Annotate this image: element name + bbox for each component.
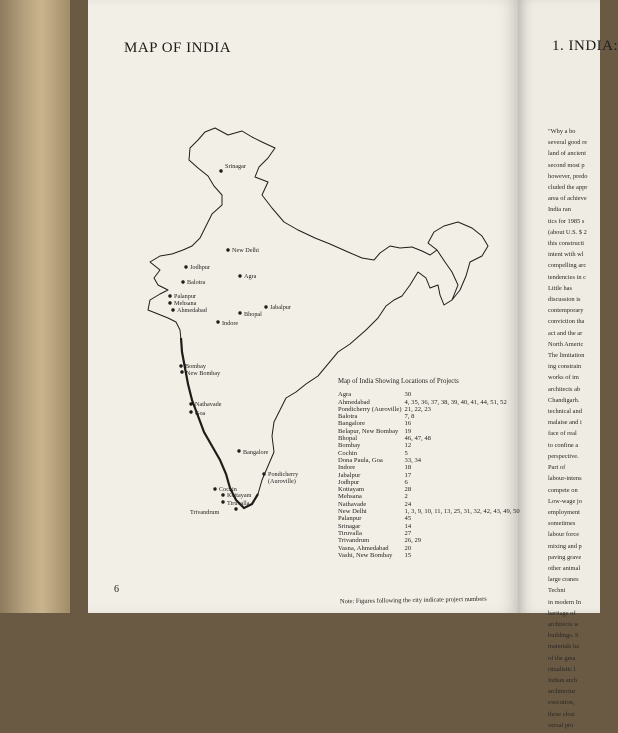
city-dot xyxy=(180,370,183,373)
city-marker xyxy=(221,492,251,499)
city-dot xyxy=(168,301,171,304)
project-place: Palanpur xyxy=(338,515,362,523)
city-dot xyxy=(184,265,187,268)
body-text-line: land of ancient xyxy=(548,150,586,158)
body-text-line: architectur xyxy=(548,688,576,696)
city-marker xyxy=(226,247,259,254)
body-text-line: compelling arc xyxy=(548,262,587,270)
project-place: Agra xyxy=(338,391,352,399)
city-dot xyxy=(221,493,224,496)
body-text-line: several good re xyxy=(548,139,588,147)
body-text-line: cluded the appr xyxy=(548,184,588,192)
city-marker xyxy=(238,273,256,280)
city-label: Bombay xyxy=(185,363,206,370)
city-dot xyxy=(226,248,229,251)
table-row xyxy=(338,523,528,530)
table-row xyxy=(338,537,528,544)
table-row xyxy=(338,413,528,420)
city-label: Bangalore xyxy=(243,449,269,456)
city-dot xyxy=(181,280,184,283)
project-place: Dona Paula, Goa xyxy=(338,456,383,464)
project-numbers: 17 xyxy=(404,471,412,479)
body-text-line: The limitation xyxy=(548,352,585,360)
city-label: Kottayam xyxy=(227,492,252,499)
project-numbers: 28 xyxy=(404,486,412,494)
city-label: Nathavade xyxy=(195,401,222,408)
body-text-line: North Americ xyxy=(548,340,584,348)
body-text-line: large cranes xyxy=(548,576,579,584)
body-text-line: these closi xyxy=(548,710,575,718)
city-dot xyxy=(219,169,222,172)
project-numbers: 4, 35, 36, 37, 38, 39, 40, 41, 44, 51, 52 xyxy=(404,398,507,406)
city-label: Agra xyxy=(244,273,257,280)
project-place: Jodhpur xyxy=(338,478,360,486)
city-marker xyxy=(216,320,238,327)
project-place: Balotra xyxy=(338,413,358,421)
city-marker xyxy=(219,163,246,173)
table-row xyxy=(338,545,528,552)
table-row xyxy=(338,442,528,449)
city-label: Bhopal xyxy=(244,311,262,318)
body-text-line: intent with wl xyxy=(548,251,584,259)
table-row xyxy=(338,508,528,515)
body-text-line: Little has xyxy=(548,284,572,292)
project-numbers: 5 xyxy=(404,449,408,457)
city-label: Trivandrum xyxy=(190,509,220,516)
project-place: Nathavade xyxy=(338,500,367,508)
project-numbers: 16 xyxy=(404,420,412,428)
body-text-line: sometimes xyxy=(548,520,576,528)
body-text-line: (about U.S. $ 2 xyxy=(548,228,587,236)
body-text-line: conviction tha xyxy=(548,318,585,326)
project-place: Cochin xyxy=(338,449,358,457)
table-row xyxy=(338,479,528,486)
body-text-line: heritage of xyxy=(548,609,576,617)
city-dot xyxy=(238,274,241,277)
body-text-line: ing constrain xyxy=(548,363,582,371)
body-text-line: India ran xyxy=(548,206,571,214)
body-text-line: compete on xyxy=(548,486,578,494)
city-marker xyxy=(190,507,238,516)
city-dot xyxy=(171,308,174,311)
body-text-line: labour force xyxy=(548,531,580,539)
project-numbers: 1, 3, 9, 10, 11, 13, 25, 31, 32, 42, 43, 49, 50 xyxy=(404,508,520,516)
table-row xyxy=(338,399,528,406)
project-place: Mehsana xyxy=(338,493,362,501)
project-numbers: 24 xyxy=(404,500,412,508)
city-marker-label-line2 xyxy=(268,478,296,485)
table-row xyxy=(338,464,528,471)
city-marker xyxy=(189,410,205,417)
project-numbers: 18 xyxy=(404,464,412,472)
body-text-line: discussion is xyxy=(548,296,581,304)
project-place: Srinagar xyxy=(338,522,361,530)
city-label: Ahmedabad xyxy=(177,307,207,314)
table-row xyxy=(338,428,528,435)
project-numbers: 27 xyxy=(404,529,412,537)
project-numbers: 14 xyxy=(404,522,412,530)
body-text-line: ritualistic l xyxy=(548,665,576,673)
project-place: Pondicherry (Auroville) xyxy=(338,405,402,413)
project-numbers: 12 xyxy=(404,442,412,450)
body-text-line: architects ab xyxy=(548,385,581,393)
project-locations-legend xyxy=(338,378,528,559)
body-text-line: technical and xyxy=(548,408,582,416)
body-text-line: works of im xyxy=(548,374,579,382)
project-place: Tiruvalla xyxy=(338,529,362,537)
body-text-line: Chandigarh. xyxy=(548,396,580,404)
city-label: New Bombay xyxy=(186,370,221,377)
project-place: Bangalore xyxy=(338,420,366,428)
project-place: Vashi, New Bombay xyxy=(338,551,393,559)
city-dot xyxy=(189,410,192,413)
body-text-line: mixing and p xyxy=(548,542,582,550)
city-marker xyxy=(181,279,205,286)
body-text-line: Part of xyxy=(548,464,566,472)
legend-title: Map of India Showing Locations of Projects xyxy=(338,378,459,385)
body-text-line: tendencies in c xyxy=(548,273,586,281)
project-place: Jabalpur xyxy=(338,471,361,479)
body-text-line: malaise and i xyxy=(548,419,582,427)
page-number: 6 xyxy=(114,584,119,595)
project-place: Indore xyxy=(338,464,356,472)
table-row xyxy=(338,435,528,442)
city-marker xyxy=(189,401,221,408)
city-label: Balotra xyxy=(187,279,206,286)
city-label: Pondicherry xyxy=(268,471,299,478)
body-text-line: to confine a xyxy=(548,441,579,449)
table-row xyxy=(338,515,528,522)
city-dot xyxy=(168,294,171,297)
table-row xyxy=(338,501,528,508)
project-place: Bombay xyxy=(338,442,361,450)
table-row xyxy=(338,406,528,413)
city-marker xyxy=(184,264,210,271)
project-numbers: 46, 47, 48 xyxy=(404,435,431,443)
city-dot xyxy=(234,507,237,510)
city-label: Tiruvalla xyxy=(227,500,250,507)
city-dot xyxy=(238,311,241,314)
city-label: New Delhi xyxy=(232,247,259,254)
project-numbers: 45 xyxy=(404,515,412,523)
city-label: Jodhpur xyxy=(190,264,210,271)
project-numbers: 2 xyxy=(404,493,408,501)
project-place: Vasna, Ahmedabad xyxy=(338,544,389,552)
body-text-line: paving grave xyxy=(548,553,582,561)
city-label: Cochin xyxy=(219,486,237,493)
project-place: Kottayam xyxy=(338,486,365,494)
city-marker xyxy=(237,449,268,456)
project-numbers: 19 xyxy=(404,427,412,435)
chapter-title: 1. INDIA: xyxy=(552,38,618,54)
body-text-line: however, predo xyxy=(548,172,588,180)
body-text-line: versal pro xyxy=(548,721,574,729)
body-text-line: perspective. xyxy=(548,452,579,460)
table-row xyxy=(338,391,528,398)
project-place: New Delhi xyxy=(338,508,367,516)
body-text-line: architects w xyxy=(548,620,579,628)
body-text-line: employment xyxy=(548,508,580,516)
table-row xyxy=(338,420,528,427)
city-markers xyxy=(168,163,299,516)
body-text-line: execution, xyxy=(548,699,575,707)
city-marker xyxy=(221,500,249,507)
project-numbers: 15 xyxy=(404,551,412,559)
project-place: Belapur, New Bombay xyxy=(338,427,399,435)
body-text-line: other animal xyxy=(548,564,581,572)
body-text-line: act and the ar xyxy=(548,329,583,337)
project-place: Ahmedabad xyxy=(338,398,370,406)
city-dot xyxy=(216,320,219,323)
city-label: Jabalpur xyxy=(270,304,291,311)
northeast-region xyxy=(437,250,458,300)
table-row xyxy=(338,552,528,559)
body-text-line: Indian arch xyxy=(548,676,577,684)
city-label: Srinagar xyxy=(225,163,246,170)
city-marker xyxy=(171,307,208,314)
body-text-line: this constructi xyxy=(548,240,585,248)
body-text-line: "Why a bo xyxy=(548,128,576,135)
project-place: Bhopal xyxy=(338,435,358,443)
project-numbers: 21, 22, 23 xyxy=(404,405,431,413)
city-marker xyxy=(262,471,299,478)
project-numbers: 33, 34 xyxy=(404,456,422,464)
city-label: Palanpur xyxy=(174,293,196,300)
table-row xyxy=(338,450,528,457)
table-row xyxy=(338,530,528,537)
table-row xyxy=(338,457,528,464)
body-text-line: area of achieve xyxy=(548,195,587,203)
body-text-line: Low-wage jo xyxy=(548,497,582,505)
project-locations-table xyxy=(338,391,528,559)
city-label: Mehsana xyxy=(174,300,197,307)
project-locations-table-body xyxy=(338,391,528,559)
city-marker xyxy=(238,311,262,318)
city-marker xyxy=(180,370,221,377)
city-label: (Auroville) xyxy=(268,478,296,485)
body-text-line: of the grea xyxy=(548,654,576,662)
project-place: Trivandrum xyxy=(338,537,370,545)
city-label: Indore xyxy=(222,320,239,327)
body-text-line: tics for 1985 s xyxy=(548,217,585,225)
legend-footnote: Note: Figures following the city indicate project numbers xyxy=(339,595,487,606)
city-marker xyxy=(168,300,196,307)
table-row xyxy=(338,472,528,479)
project-numbers: 26, 29 xyxy=(404,537,422,545)
body-text-line: in modern In xyxy=(548,598,582,606)
body-text-line: Techni xyxy=(548,587,566,595)
body-text-line: contemporary xyxy=(548,307,584,315)
body-text-line: buildings. S xyxy=(548,632,579,640)
right-page-text xyxy=(548,128,608,733)
city-dot xyxy=(237,449,240,452)
city-dot xyxy=(262,472,265,475)
city-label: Goa xyxy=(195,410,206,417)
body-text-line: labour-intens xyxy=(548,475,582,483)
city-dot xyxy=(213,487,216,490)
table-row xyxy=(338,486,528,493)
city-marker xyxy=(264,304,291,311)
project-numbers: 7, 8 xyxy=(404,413,415,421)
body-text-line: materials ha xyxy=(548,643,580,651)
body-text-line: face of real xyxy=(548,430,577,438)
city-marker xyxy=(168,293,196,300)
page-title: MAP OF INDIA xyxy=(124,40,232,56)
city-dot xyxy=(221,500,224,503)
city-dot xyxy=(179,364,182,367)
project-numbers: 30 xyxy=(404,391,412,399)
city-dot xyxy=(264,305,267,308)
body-text-line: second most p xyxy=(548,161,585,169)
project-numbers: 20 xyxy=(404,544,412,552)
table-row xyxy=(338,493,528,500)
city-dot xyxy=(189,402,192,405)
project-numbers: 6 xyxy=(404,478,408,486)
